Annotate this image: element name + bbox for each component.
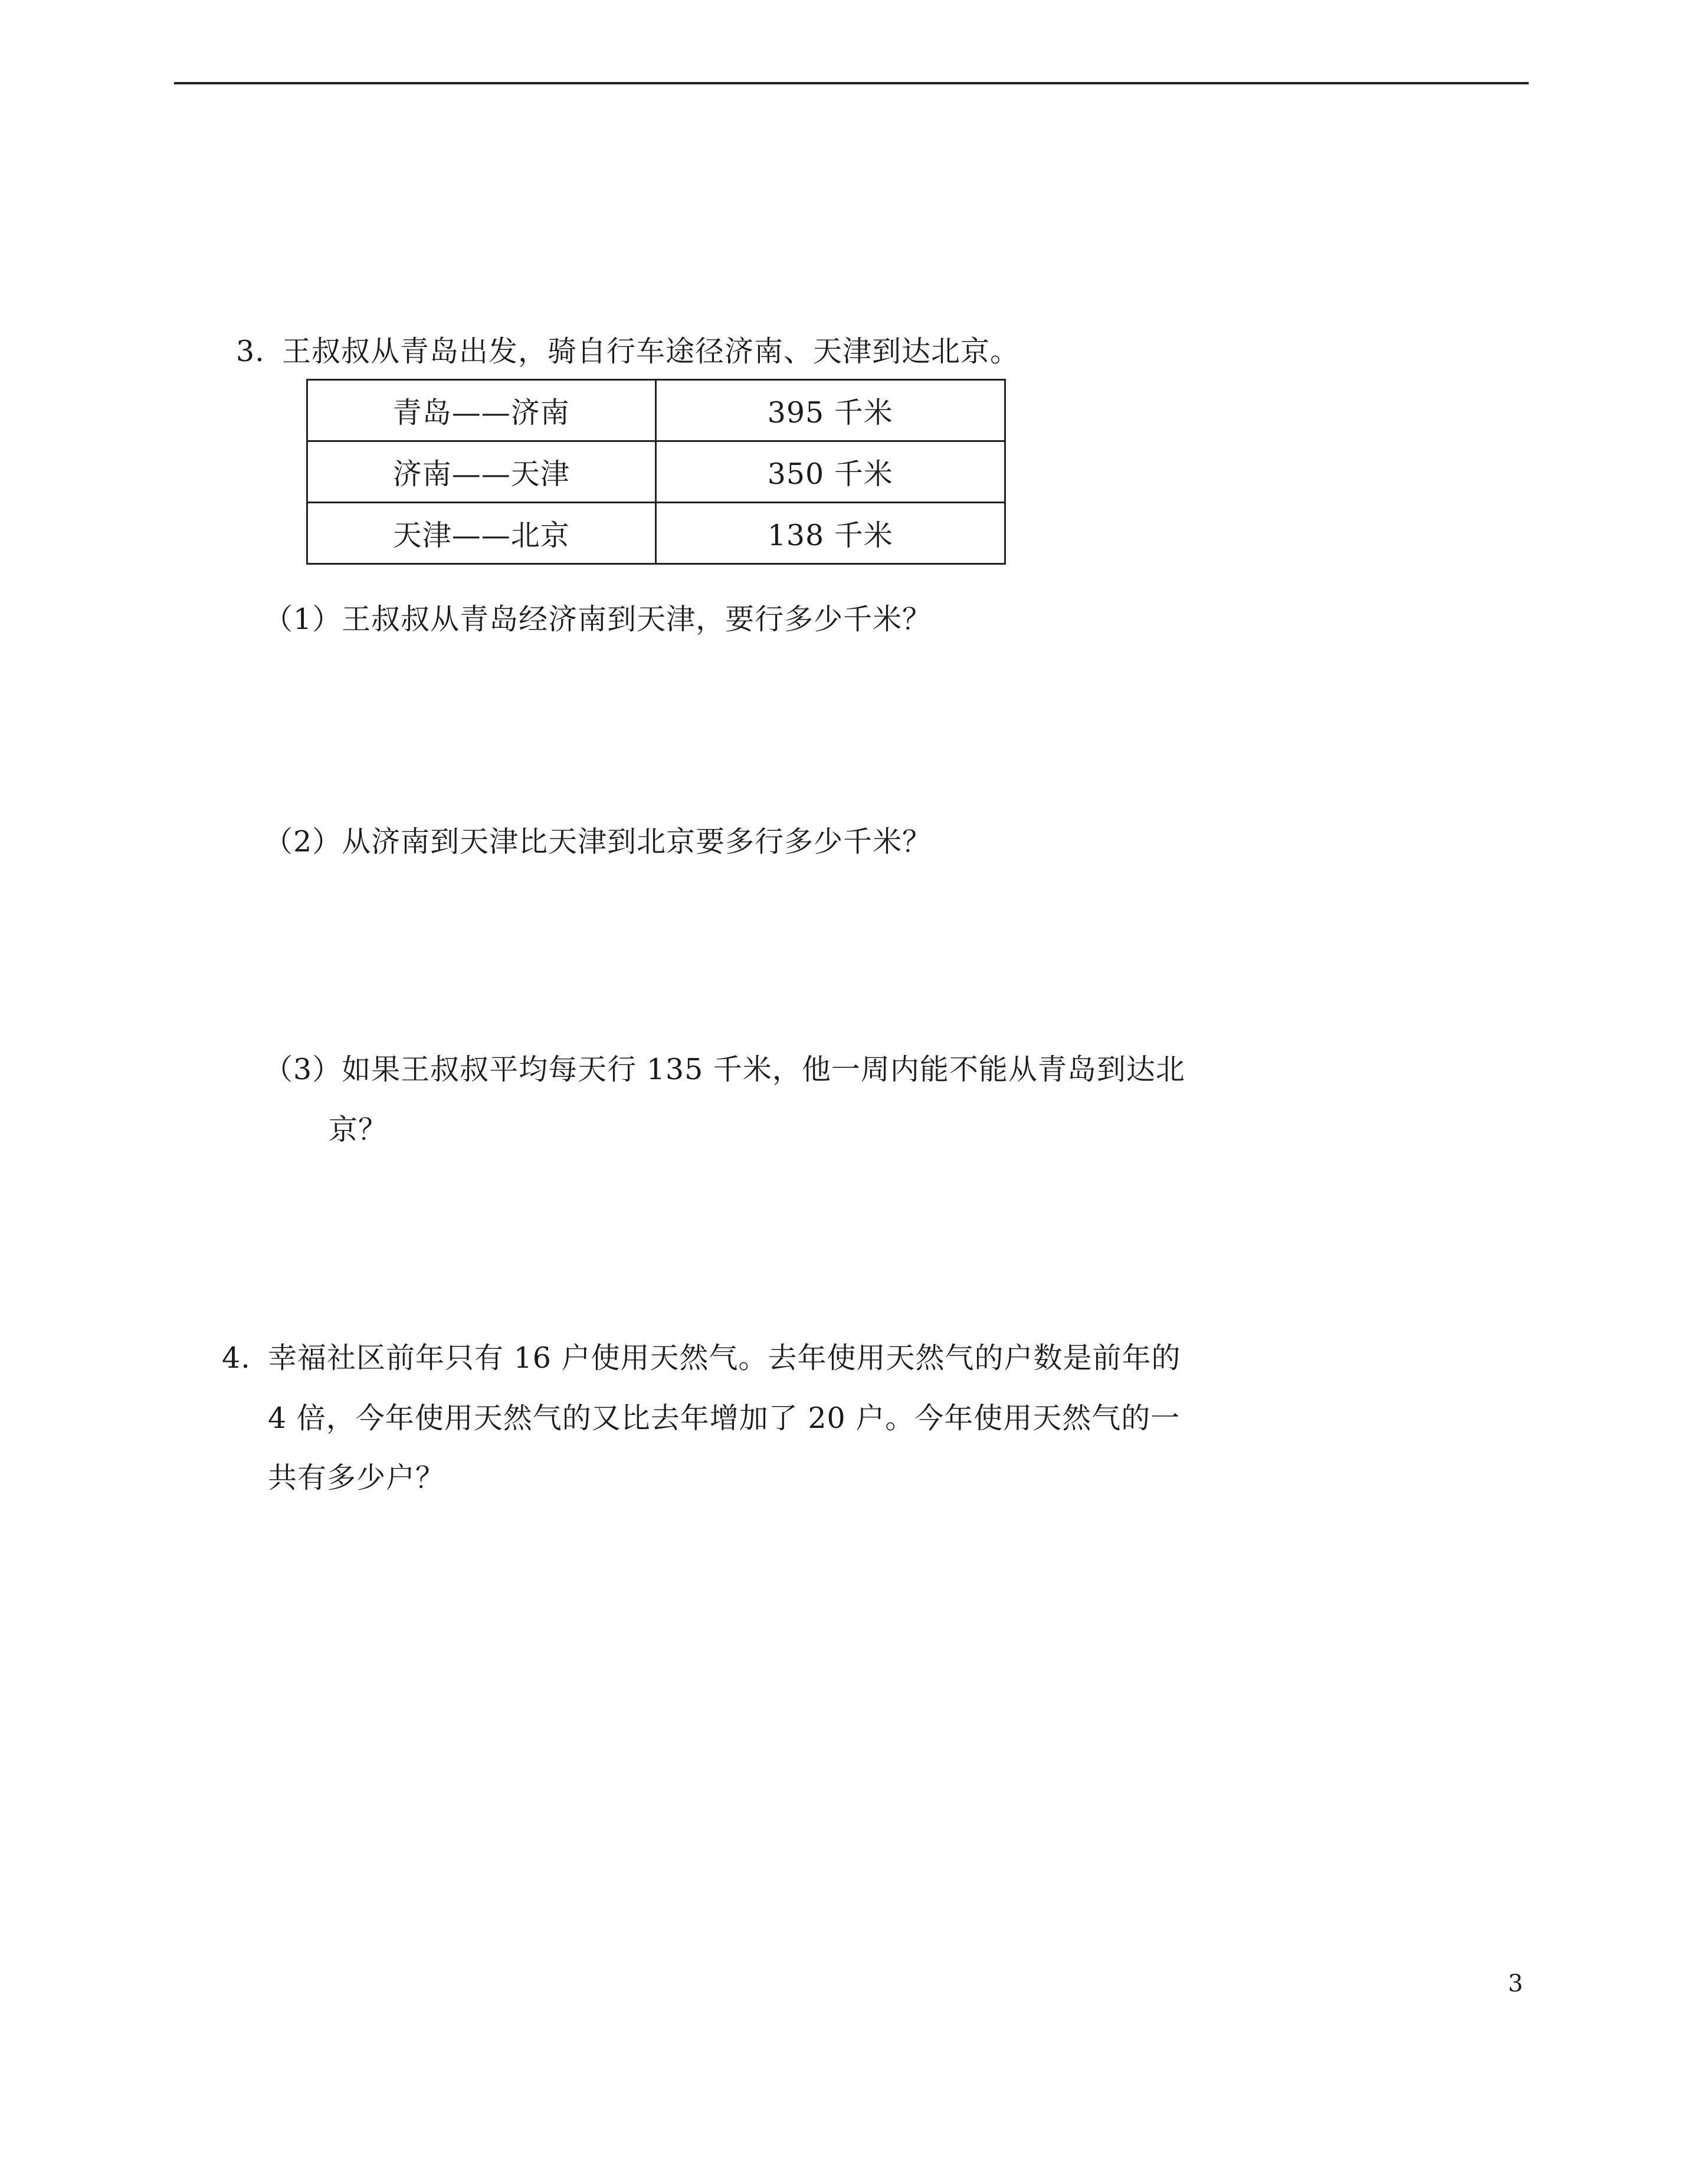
distance-cell: 395 千米	[655, 380, 1005, 441]
question-4-line-1	[222, 1341, 1181, 1376]
question-3-sub-1: （1）王叔叔从青岛经济南到天津，要行多少千米？	[264, 602, 932, 636]
question-3-sub-3: （3）如果王叔叔平均每天行 135 千米，他一周内能不能从青岛到达北	[264, 1053, 1185, 1086]
distance-table	[306, 379, 1006, 565]
question-4-line-3: 共有多少户？	[268, 1461, 445, 1495]
distance-cell: 138 千米	[655, 503, 1005, 564]
question-3-sub-2: （2）从济南到天津比天津到北京要多行多少千米？	[264, 825, 932, 859]
route-cell: 济南——天津	[307, 441, 656, 503]
question-4-number: 4.	[222, 1341, 251, 1375]
question-3-sub-3-continued: 京？	[329, 1113, 388, 1146]
question-3-text: 王叔叔从青岛出发，骑自行车途径济南、天津到达北京。	[282, 335, 1020, 368]
question-3-title	[236, 334, 1019, 369]
question-3-number: 3.	[236, 335, 265, 368]
route-cell: 天津——北京	[307, 503, 656, 564]
table-row	[307, 441, 1005, 503]
table-row	[307, 380, 1005, 441]
table-row	[307, 503, 1005, 564]
page-number: 3	[1508, 1970, 1523, 1997]
distance-cell: 350 千米	[655, 441, 1005, 503]
route-cell: 青岛——济南	[307, 380, 656, 441]
question-4-line-2: 4 倍，今年使用天然气的又比去年增加了 20 户。今年使用天然气的一	[268, 1401, 1181, 1435]
header-rule	[174, 82, 1529, 84]
question-4-text: 幸福社区前年只有 16 户使用天然气。去年使用天然气的户数是前年的	[268, 1341, 1181, 1375]
